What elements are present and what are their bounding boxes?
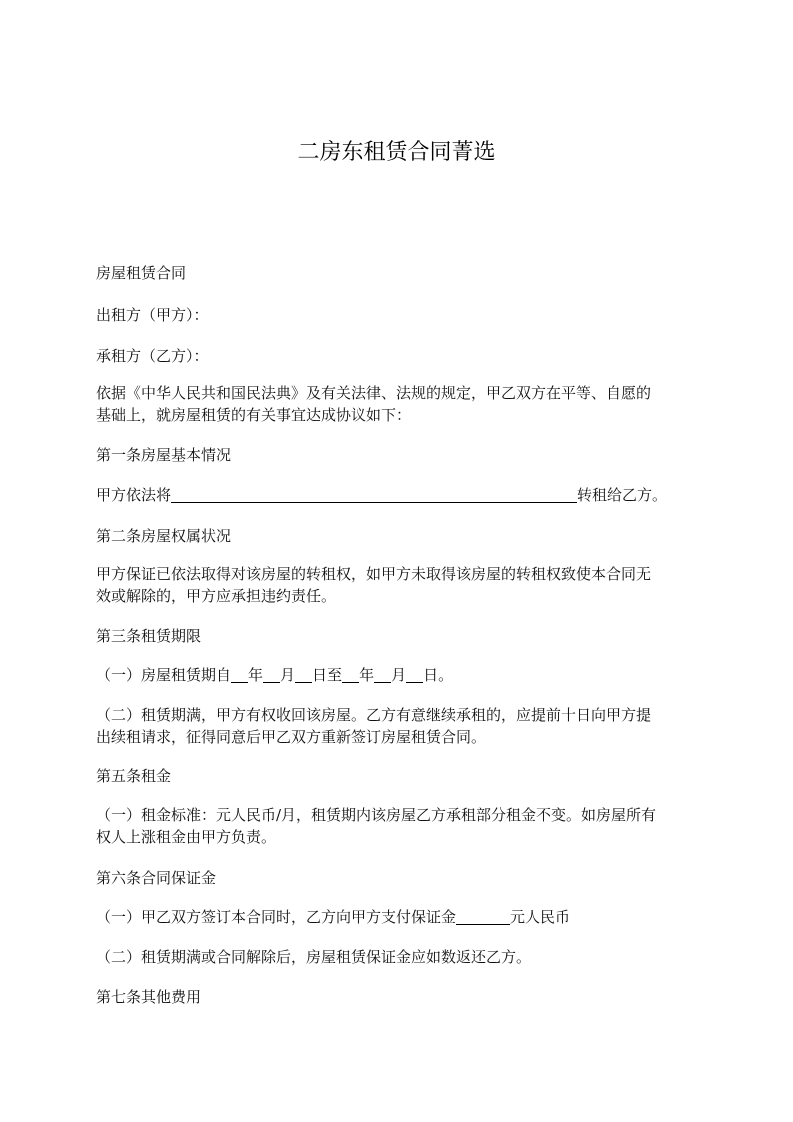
paragraph-rent-line-2: 权人上涨租金由甲方负责。 xyxy=(96,828,277,846)
term-text-e: 年 xyxy=(359,666,375,684)
end-year-blank xyxy=(342,666,359,683)
paragraph-lease-term xyxy=(96,664,696,686)
paragraph-deposit xyxy=(96,906,696,928)
heading-article-2: 第二条房屋权属状况 xyxy=(96,527,232,545)
deposit-text-a: （一）甲乙双方签订本合同时，乙方向甲方支付保证金 xyxy=(96,908,457,926)
end-month-blank xyxy=(374,666,391,683)
end-day-blank xyxy=(406,666,423,683)
term-text-a: （一）房屋租赁期自 xyxy=(96,666,232,684)
paragraph-deposit-return: （二）租赁期满或合同解除后，房屋租赁保证金应如数返还乙方。 xyxy=(96,948,532,966)
heading-article-3: 第三条租赁期限 xyxy=(96,627,202,645)
heading-article-1: 第一条房屋基本情况 xyxy=(96,446,232,464)
sublease-text-b: 转租给乙方。 xyxy=(577,486,668,504)
term-text-d: 日至 xyxy=(312,666,343,684)
paragraph-lessee: 承租方（乙方）： xyxy=(96,347,209,365)
deposit-text-b: 元人民币 xyxy=(510,908,571,926)
paragraph-lessor: 出租方（甲方）： xyxy=(96,306,209,324)
start-year-blank xyxy=(231,666,248,683)
start-day-blank xyxy=(295,666,312,683)
property-blank-line xyxy=(171,486,577,503)
paragraph-preamble-line-1: 依据《中华人民共和国民法典》及有关法律、法规的规定，甲乙双方在平等、自愿的 xyxy=(96,384,652,402)
term-text-b: 年 xyxy=(248,666,264,684)
heading-article-7: 第七条其他费用 xyxy=(96,988,202,1006)
document-title: 二房东租赁合同菁选 xyxy=(297,140,496,165)
heading-article-5: 第五条租金 xyxy=(96,767,172,785)
paragraph-contract-heading: 房屋租赁合同 xyxy=(96,264,187,282)
paragraph-rent-line-1: （一）租金标准：元人民币/月，租赁期内该房屋乙方承租部分租金不变。如房屋所有 xyxy=(96,806,657,824)
paragraph-sublease-clause xyxy=(96,484,696,506)
paragraph-ownership-line-2: 效或解除的，甲方应承担违约责任。 xyxy=(96,587,337,605)
term-text-c: 月 xyxy=(280,666,296,684)
start-month-blank xyxy=(263,666,280,683)
sublease-text-a: 甲方依法将 xyxy=(96,486,172,504)
term-text-f: 月 xyxy=(391,666,407,684)
paragraph-ownership-line-1: 甲方保证已依法取得对该房屋的转租权，如甲方未取得该房屋的转租权致使本合同无 xyxy=(96,565,652,583)
paragraph-preamble-line-2: 基础上，就房屋租赁的有关事宜达成协议如下： xyxy=(96,406,412,424)
deposit-amount-blank xyxy=(456,908,510,925)
term-text-g: 日。 xyxy=(423,666,454,684)
paragraph-renewal-line-1: （二）租赁期满，甲方有权收回该房屋。乙方有意继续承租的，应提前十日向甲方提 xyxy=(96,706,652,724)
heading-article-6: 第六条合同保证金 xyxy=(96,869,217,887)
paragraph-renewal-line-2: 出续租请求，征得同意后甲乙双方重新签订房屋租赁合同。 xyxy=(96,728,487,746)
